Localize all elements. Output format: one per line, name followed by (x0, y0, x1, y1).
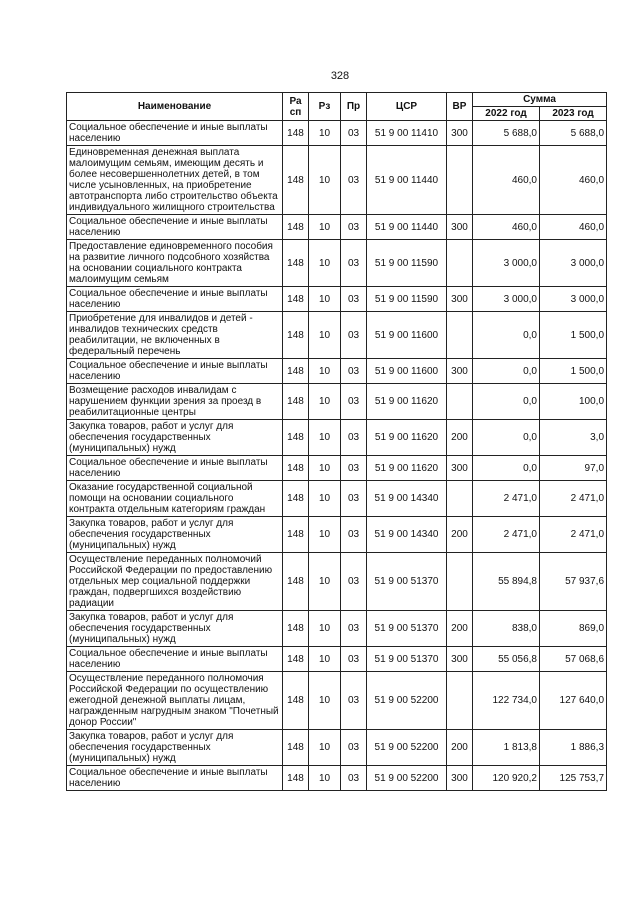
table-row (67, 420, 607, 456)
header-2023: 2023 год (540, 107, 607, 121)
cell-name: Осуществление переданных полномочий Российской Федерации по предоставлению отдельных мер социальной поддержки граждан, подвергшихся воздействию радиации (67, 553, 283, 611)
cell-2022: 0,0 (473, 359, 540, 384)
cell-pr: 03 (341, 553, 367, 611)
cell-vr: 300 (447, 647, 473, 672)
cell-vr: 300 (447, 121, 473, 146)
cell-rz: 10 (309, 240, 341, 287)
table-row (67, 730, 607, 766)
table-row (67, 121, 607, 146)
header-vr: ВР (447, 93, 473, 121)
cell-pr: 03 (341, 384, 367, 420)
cell-2023: 125 753,7 (540, 766, 607, 791)
header-pr: Пр (341, 93, 367, 121)
cell-name: Социальное обеспечение и иные выплаты населению (67, 359, 283, 384)
cell-rz: 10 (309, 146, 341, 215)
cell-rasp: 148 (283, 359, 309, 384)
header-rz: Рз (309, 93, 341, 121)
cell-rasp: 148 (283, 287, 309, 312)
cell-pr: 03 (341, 517, 367, 553)
cell-rasp: 148 (283, 456, 309, 481)
cell-2023: 2 471,0 (540, 481, 607, 517)
header-2022: 2022 год (473, 107, 540, 121)
cell-2022: 122 734,0 (473, 672, 540, 730)
cell-pr: 03 (341, 647, 367, 672)
cell-2023: 1 500,0 (540, 312, 607, 359)
cell-2023: 3 000,0 (540, 287, 607, 312)
budget-table (66, 92, 607, 791)
cell-2022: 460,0 (473, 146, 540, 215)
cell-rasp: 148 (283, 146, 309, 215)
cell-2023: 100,0 (540, 384, 607, 420)
cell-rasp: 148 (283, 766, 309, 791)
cell-rz: 10 (309, 672, 341, 730)
cell-rasp: 148 (283, 672, 309, 730)
cell-2022: 0,0 (473, 312, 540, 359)
table-row (67, 359, 607, 384)
header-name: Наименование (67, 93, 283, 121)
cell-csr: 51 9 00 52200 (367, 766, 447, 791)
cell-rz: 10 (309, 121, 341, 146)
cell-rasp: 148 (283, 553, 309, 611)
table-row (67, 312, 607, 359)
cell-csr: 51 9 00 11440 (367, 146, 447, 215)
cell-pr: 03 (341, 240, 367, 287)
header-csr: ЦСР (367, 93, 447, 121)
cell-name: Социальное обеспечение и иные выплаты населению (67, 287, 283, 312)
cell-vr (447, 672, 473, 730)
cell-2022: 55 056,8 (473, 647, 540, 672)
cell-rasp: 148 (283, 481, 309, 517)
cell-rasp: 148 (283, 647, 309, 672)
cell-rasp: 148 (283, 384, 309, 420)
cell-2022: 0,0 (473, 420, 540, 456)
table-row (67, 240, 607, 287)
cell-rz: 10 (309, 766, 341, 791)
cell-rasp: 148 (283, 215, 309, 240)
cell-name: Осуществление переданного полномочия Российской Федерации по осуществлению ежегодной денежной выплаты лицам, награжденным нагрудным знаком "Почетный донор России" (67, 672, 283, 730)
cell-name: Возмещение расходов инвалидам с нарушением функции зрения за проезд в реабилитационные центры (67, 384, 283, 420)
cell-vr (447, 312, 473, 359)
cell-vr: 300 (447, 215, 473, 240)
cell-vr (447, 240, 473, 287)
cell-csr: 51 9 00 51370 (367, 611, 447, 647)
cell-csr: 51 9 00 52200 (367, 672, 447, 730)
cell-rz: 10 (309, 312, 341, 359)
cell-rz: 10 (309, 553, 341, 611)
cell-2023: 2 471,0 (540, 517, 607, 553)
header-sum: Сумма (473, 93, 607, 107)
cell-name: Закупка товаров, работ и услуг для обеспечения государственных (муниципальных) нужд (67, 517, 283, 553)
cell-csr: 51 9 00 11410 (367, 121, 447, 146)
cell-name: Социальное обеспечение и иные выплаты населению (67, 456, 283, 481)
cell-2023: 57 937,6 (540, 553, 607, 611)
cell-rasp: 148 (283, 611, 309, 647)
cell-vr (447, 146, 473, 215)
table-row (67, 766, 607, 791)
cell-rasp: 148 (283, 420, 309, 456)
cell-vr: 200 (447, 730, 473, 766)
cell-rasp: 148 (283, 312, 309, 359)
cell-pr: 03 (341, 456, 367, 481)
header-rasp: Ра сп (283, 93, 309, 121)
cell-csr: 51 9 00 11600 (367, 312, 447, 359)
cell-rz: 10 (309, 287, 341, 312)
cell-2022: 1 813,8 (473, 730, 540, 766)
cell-2023: 127 640,0 (540, 672, 607, 730)
table-row (67, 481, 607, 517)
cell-csr: 51 9 00 11600 (367, 359, 447, 384)
cell-name: Единовременная денежная выплата малоимущим семьям, имеющим десять и более несовершеннолетних детей, в том числе усыновленных, на приобретение автотранспорта либо строительство объекта индивидуального жилищного строительства (67, 146, 283, 215)
cell-rasp: 148 (283, 121, 309, 146)
cell-2022: 838,0 (473, 611, 540, 647)
cell-rz: 10 (309, 517, 341, 553)
cell-pr: 03 (341, 481, 367, 517)
cell-csr: 51 9 00 11620 (367, 420, 447, 456)
table-row (67, 384, 607, 420)
cell-rz: 10 (309, 481, 341, 517)
cell-name: Социальное обеспечение и иные выплаты населению (67, 121, 283, 146)
cell-vr (447, 553, 473, 611)
cell-name: Социальное обеспечение и иные выплаты населению (67, 215, 283, 240)
cell-2023: 1 500,0 (540, 359, 607, 384)
cell-2022: 2 471,0 (473, 481, 540, 517)
cell-rz: 10 (309, 420, 341, 456)
table-row (67, 672, 607, 730)
cell-pr: 03 (341, 420, 367, 456)
cell-csr: 51 9 00 51370 (367, 647, 447, 672)
table-row (67, 215, 607, 240)
cell-vr: 300 (447, 766, 473, 791)
cell-2022: 5 688,0 (473, 121, 540, 146)
cell-csr: 51 9 00 11440 (367, 215, 447, 240)
cell-rasp: 148 (283, 240, 309, 287)
cell-rz: 10 (309, 647, 341, 672)
cell-2022: 3 000,0 (473, 240, 540, 287)
cell-pr: 03 (341, 611, 367, 647)
cell-pr: 03 (341, 121, 367, 146)
cell-name: Закупка товаров, работ и услуг для обеспечения государственных (муниципальных) нужд (67, 420, 283, 456)
cell-2022: 0,0 (473, 456, 540, 481)
cell-vr (447, 481, 473, 517)
cell-vr: 300 (447, 456, 473, 481)
table-row (67, 146, 607, 215)
cell-2022: 55 894,8 (473, 553, 540, 611)
cell-2023: 5 688,0 (540, 121, 607, 146)
table-body (67, 121, 607, 791)
cell-2022: 460,0 (473, 215, 540, 240)
cell-name: Оказание государственной социальной помощи на основании социального контракта отдельным категориям граждан (67, 481, 283, 517)
cell-name: Социальное обеспечение и иные выплаты населению (67, 766, 283, 791)
cell-pr: 03 (341, 672, 367, 730)
cell-rz: 10 (309, 215, 341, 240)
cell-2023: 97,0 (540, 456, 607, 481)
cell-csr: 51 9 00 52200 (367, 730, 447, 766)
cell-2023: 1 886,3 (540, 730, 607, 766)
table-row (67, 611, 607, 647)
cell-pr: 03 (341, 287, 367, 312)
table-row (67, 287, 607, 312)
cell-2022: 120 920,2 (473, 766, 540, 791)
cell-rasp: 148 (283, 517, 309, 553)
table-row (67, 647, 607, 672)
cell-csr: 51 9 00 11590 (367, 287, 447, 312)
cell-vr: 200 (447, 420, 473, 456)
cell-csr: 51 9 00 11620 (367, 384, 447, 420)
cell-vr: 200 (447, 517, 473, 553)
cell-csr: 51 9 00 11590 (367, 240, 447, 287)
cell-name: Закупка товаров, работ и услуг для обеспечения государственных (муниципальных) нужд (67, 611, 283, 647)
cell-2022: 0,0 (473, 384, 540, 420)
cell-2023: 460,0 (540, 215, 607, 240)
cell-pr: 03 (341, 146, 367, 215)
cell-csr: 51 9 00 14340 (367, 481, 447, 517)
cell-pr: 03 (341, 766, 367, 791)
cell-rz: 10 (309, 384, 341, 420)
cell-rasp: 148 (283, 730, 309, 766)
cell-pr: 03 (341, 359, 367, 384)
cell-2023: 3,0 (540, 420, 607, 456)
cell-2023: 869,0 (540, 611, 607, 647)
cell-vr (447, 384, 473, 420)
cell-pr: 03 (341, 312, 367, 359)
cell-name: Социальное обеспечение и иные выплаты населению (67, 647, 283, 672)
cell-rz: 10 (309, 456, 341, 481)
cell-pr: 03 (341, 730, 367, 766)
table-row (67, 553, 607, 611)
cell-2022: 3 000,0 (473, 287, 540, 312)
cell-csr: 51 9 00 11620 (367, 456, 447, 481)
page-number: 328 (330, 70, 350, 82)
cell-pr: 03 (341, 215, 367, 240)
cell-2023: 3 000,0 (540, 240, 607, 287)
table-row (67, 456, 607, 481)
cell-name: Предоставление единовременного пособия на развитие личного подсобного хозяйства на основании социального контракта малоимущим семьям (67, 240, 283, 287)
cell-vr: 300 (447, 359, 473, 384)
cell-2022: 2 471,0 (473, 517, 540, 553)
cell-vr: 200 (447, 611, 473, 647)
cell-name: Приобретение для инвалидов и детей - инвалидов технических средств реабилитации, не включенных в федеральный перечень (67, 312, 283, 359)
cell-csr: 51 9 00 51370 (367, 553, 447, 611)
cell-rz: 10 (309, 611, 341, 647)
cell-name: Закупка товаров, работ и услуг для обеспечения государственных (муниципальных) нужд (67, 730, 283, 766)
cell-rz: 10 (309, 730, 341, 766)
cell-vr: 300 (447, 287, 473, 312)
cell-csr: 51 9 00 14340 (367, 517, 447, 553)
cell-2023: 57 068,6 (540, 647, 607, 672)
cell-2023: 460,0 (540, 146, 607, 215)
cell-rz: 10 (309, 359, 341, 384)
table-row (67, 517, 607, 553)
